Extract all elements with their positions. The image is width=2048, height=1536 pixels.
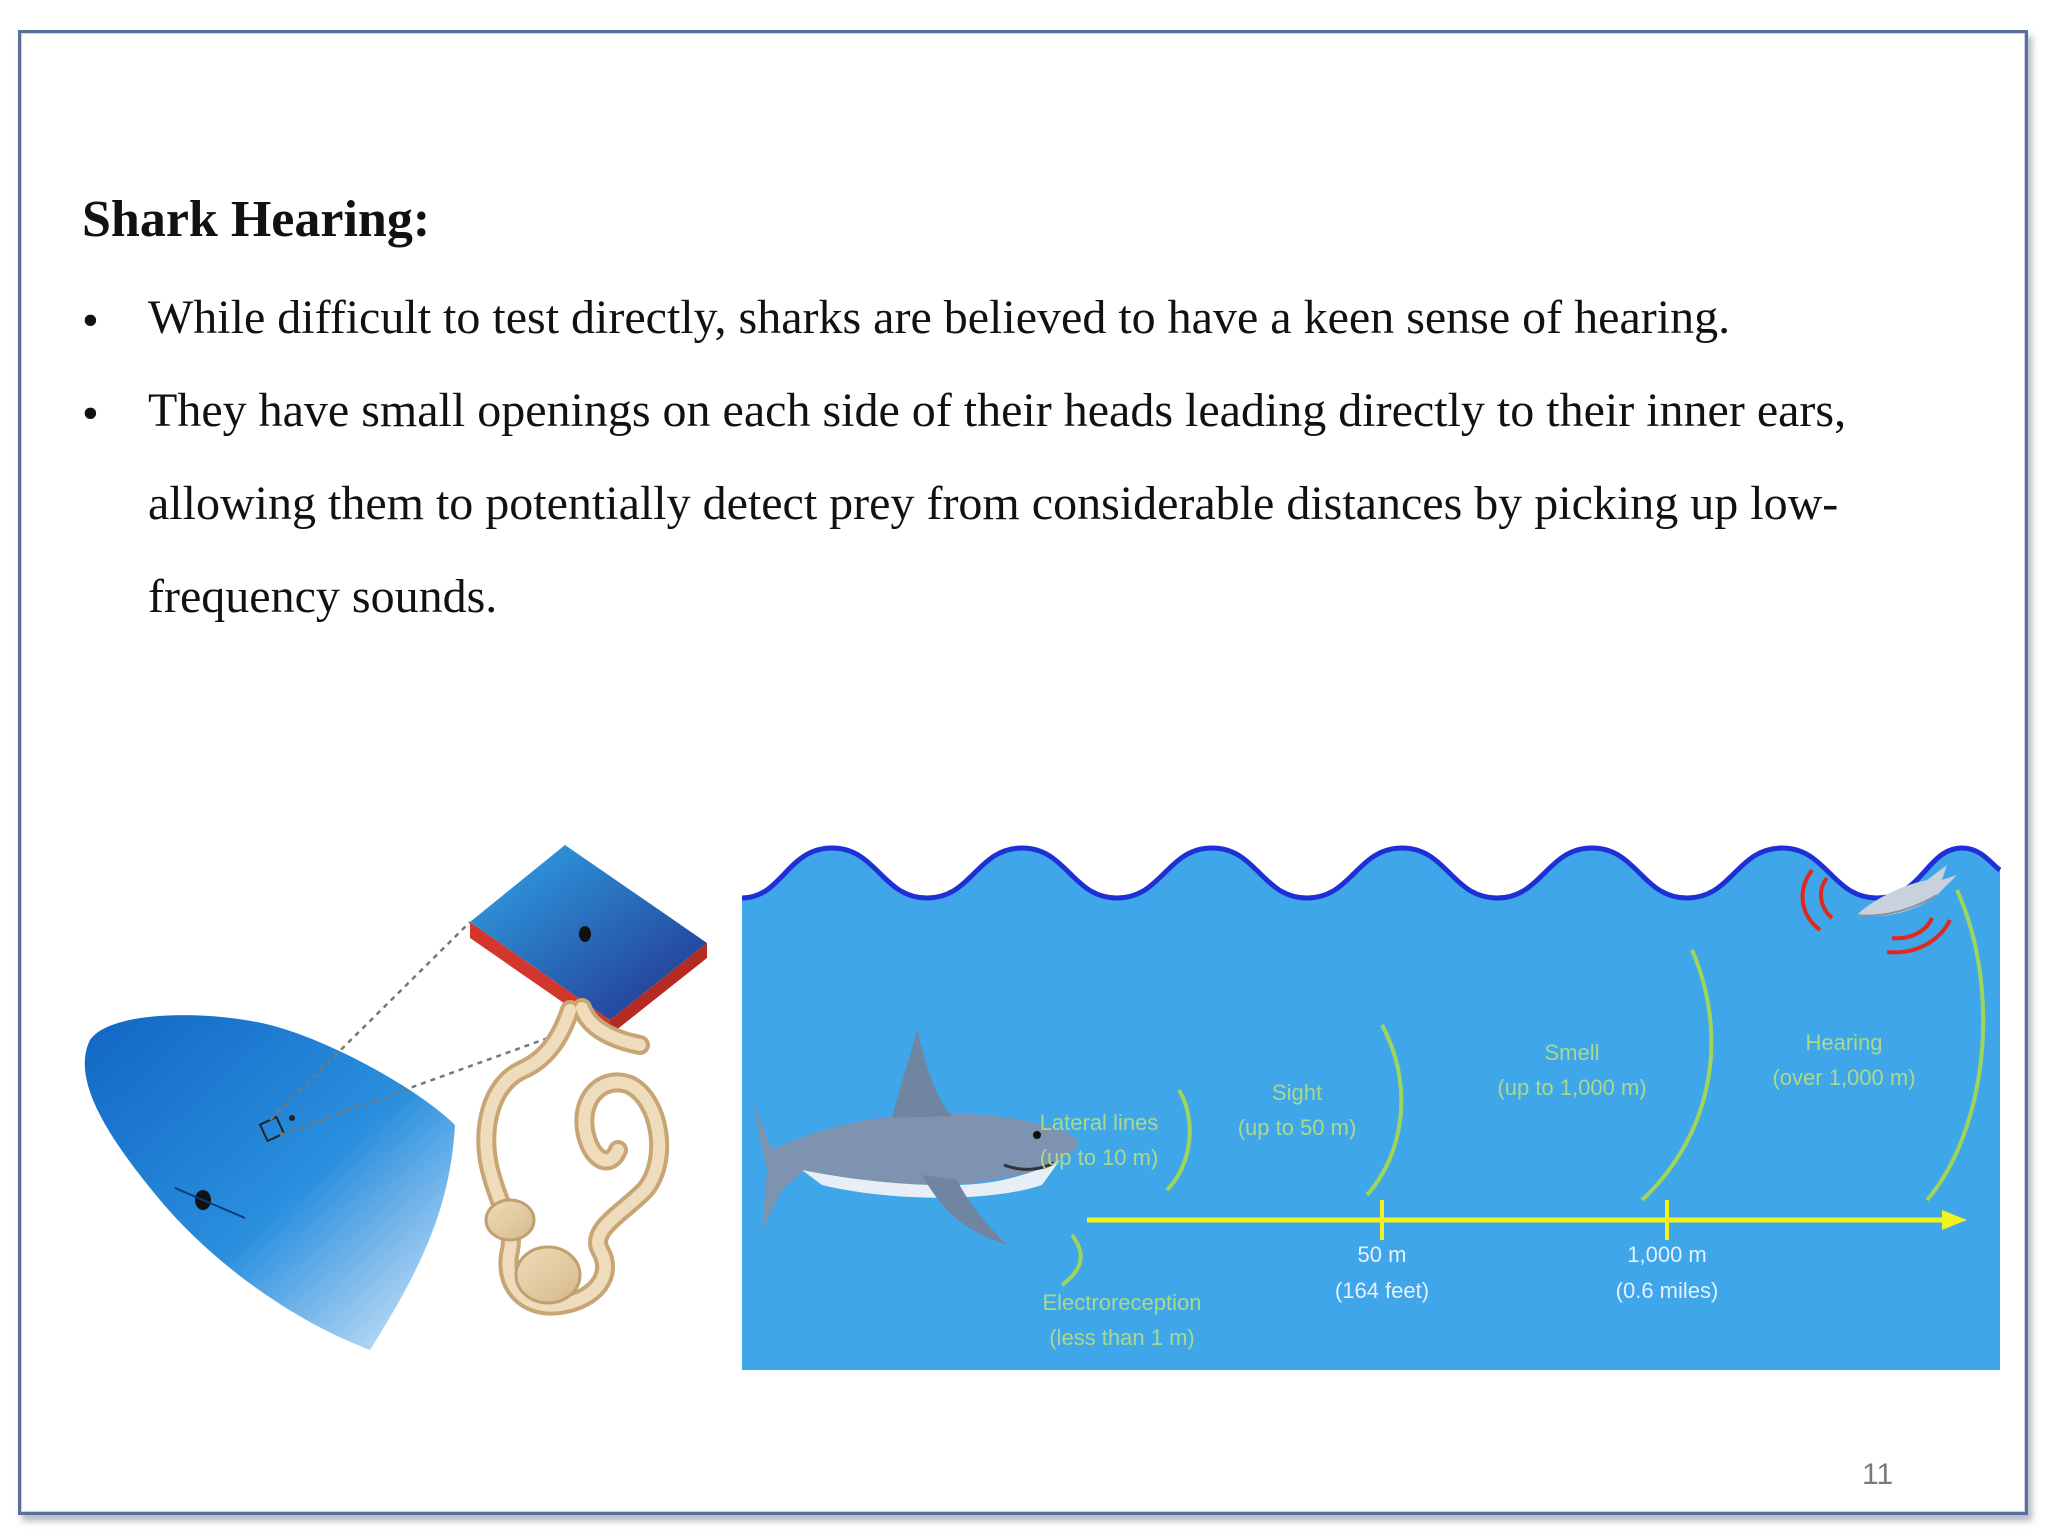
smell-range: (up to 1,000 m) xyxy=(1497,1075,1647,1100)
slide-title: Shark Hearing: xyxy=(82,191,431,248)
electroreception-label: Electroreception xyxy=(1042,1290,1202,1315)
ear-pore xyxy=(579,926,591,942)
shark-inner-ear-illustration xyxy=(70,830,730,1360)
electroreception-range: (less than 1 m) xyxy=(1049,1325,1195,1350)
lateral-lines-range: (up to 10 m) xyxy=(1039,1145,1159,1170)
sight-range: (up to 50 m) xyxy=(1237,1115,1357,1140)
bullet-text: They have small openings on each side of their heads leading directly to their inner ears, xyxy=(148,384,1847,437)
bullet-marker: • xyxy=(82,387,99,440)
shark-senses-range-diagram xyxy=(742,830,2002,1375)
bullet-text: While difficult to test directly, sharks are believed to have a keen sense of hearing. xyxy=(148,291,1731,344)
tick-1000m-label: 1,000 m xyxy=(1627,1242,1707,1267)
lateral-lines-label: Lateral lines xyxy=(1039,1110,1159,1135)
hearing-range: (over 1,000 m) xyxy=(1772,1065,1916,1090)
tick-1000m-alt-label: (0.6 miles) xyxy=(1615,1278,1719,1303)
tick-50m-label: 50 m xyxy=(1357,1242,1407,1267)
shark-head-shape xyxy=(85,1015,455,1350)
tick-50m-alt-label: (164 feet) xyxy=(1334,1278,1430,1303)
page-number: 11 xyxy=(1862,1458,1894,1491)
sight-label: Sight xyxy=(1271,1080,1323,1105)
hearing-label: Hearing xyxy=(1805,1030,1883,1055)
bullet-text: frequency sounds. xyxy=(148,570,498,623)
bullet-marker: • xyxy=(82,294,99,347)
bullet-text: allowing them to potentially detect prey from considerable distances by picking up low- xyxy=(148,477,1839,530)
smell-label: Smell xyxy=(1544,1040,1600,1065)
